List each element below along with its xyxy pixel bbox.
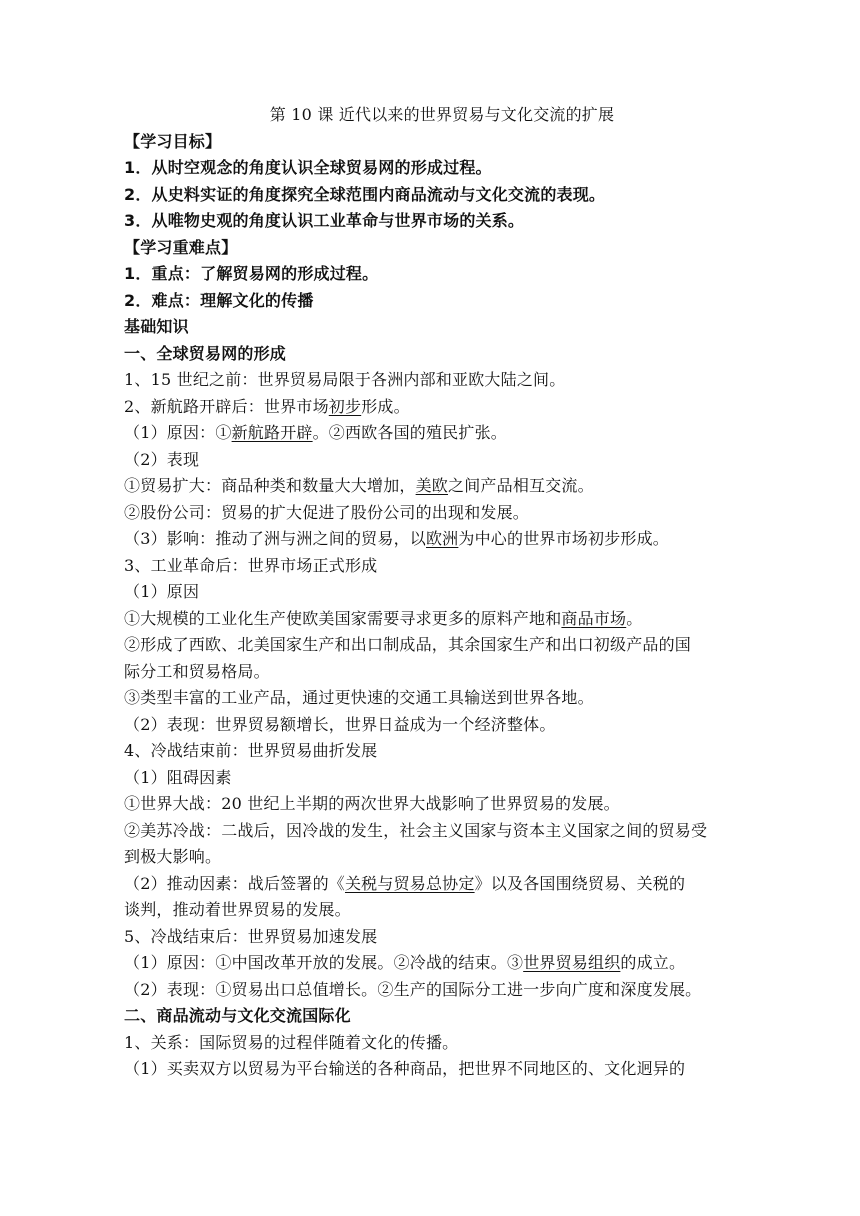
paragraph-line: ①大规模的工业化生产使欧美国家需要寻求更多的原料产地和商品市场。 bbox=[124, 608, 643, 628]
paragraph-line: 4、冷战结束前：世界贸易曲折发展 bbox=[124, 741, 378, 760]
underlined-term: 新航路开辟 bbox=[231, 423, 313, 442]
paragraph-line: （1）阻碍因素 bbox=[124, 767, 232, 787]
paragraph-line: （2）表现：世界贸易额增长，世界日益成为一个经济整体。 bbox=[124, 714, 556, 734]
lesson-title: 第 10 课 近代以来的世界贸易与文化交流的扩展 bbox=[269, 105, 615, 124]
paragraph-line: ②股份公司：贸易的扩大促进了股份公司的出现和发展。 bbox=[124, 502, 530, 522]
paragraph-line: （1）原因：①新航路开辟。②西欧各国的殖民扩张。 bbox=[124, 423, 508, 442]
paragraph-line: 到极大影响。 bbox=[124, 847, 222, 866]
objective-item: 1．从时空观念的角度认识全球贸易网的形成过程。 bbox=[124, 158, 492, 177]
paragraph-line: （2）推动因素：战后签署的《关税与贸易总协定》以及各国围绕贸易、关税的 bbox=[124, 873, 686, 893]
underlined-term: 世界贸易组织 bbox=[523, 953, 621, 972]
paragraph-line: 2、新航路开辟后：世界市场初步形成。 bbox=[124, 396, 410, 416]
keypoint-item: 1．重点：了解贸易网的形成过程。 bbox=[124, 264, 379, 283]
paragraph-line: ①贸易扩大：商品种类和数量大大增加，美欧之间产品相互交流。 bbox=[124, 476, 594, 495]
paragraph-line: 1、15 世纪之前：世界贸易局限于各洲内部和亚欧大陆之间。 bbox=[124, 370, 566, 389]
paragraph-line: 1、关系：国际贸易的过程伴随着文化的传播。 bbox=[124, 1032, 459, 1052]
paragraph-line: （2）表现 bbox=[124, 449, 200, 469]
section-heading: 二、商品流动与文化交流国际化 bbox=[124, 1006, 351, 1025]
paragraph-line: （3）影响：推动了洲与洲之间的贸易，以欧洲为中心的世界市场初步形成。 bbox=[124, 529, 669, 548]
keypoints-heading: 【学习重难点】 bbox=[124, 237, 238, 257]
underlined-term: 商品市场 bbox=[561, 608, 627, 628]
paragraph-line: 际分工和贸易格局。 bbox=[124, 661, 270, 681]
paragraph-line: ②形成了西欧、北美国家生产和出口制成品，其余国家生产和出口初级产品的国 bbox=[124, 635, 692, 654]
paragraph-line: （1）原因：①中国改革开放的发展。②冷战的结束。③世界贸易组织的成立。 bbox=[124, 953, 686, 972]
paragraph-line: 3、工业革命后：世界市场正式形成 bbox=[124, 555, 378, 575]
underlined-term: 欧洲 bbox=[425, 529, 459, 548]
objective-item: 3．从唯物史观的角度认识工业革命与世界市场的关系。 bbox=[124, 211, 525, 230]
paragraph-line: 谈判，推动着世界贸易的发展。 bbox=[124, 900, 351, 919]
paragraph-line: （1）原因 bbox=[124, 582, 200, 601]
basics-heading: 基础知识 bbox=[124, 317, 189, 336]
objectives-heading: 【学习目标】 bbox=[124, 131, 222, 151]
paragraph-line: 5、冷战结束后：世界贸易加速发展 bbox=[124, 926, 378, 946]
paragraph-line: ①世界大战：20 世纪上半期的两次世界大战影响了世界贸易的发展。 bbox=[124, 794, 620, 813]
keypoint-item: 2．难点：理解文化的传播 bbox=[124, 290, 314, 310]
paragraph-line: ③类型丰富的工业产品，通过更快速的交通工具输送到世界各地。 bbox=[124, 688, 594, 707]
objective-item: 2．从史料实证的角度探究全球范围内商品流动与文化交流的表现。 bbox=[124, 184, 606, 204]
section-heading: 一、全球贸易网的形成 bbox=[124, 343, 287, 363]
underlined-term: 关税与贸易总协定 bbox=[344, 873, 475, 893]
paragraph-line: （1）买卖双方以贸易为平台输送的各种商品，把世界不同地区的、文化迥异的 bbox=[124, 1059, 686, 1078]
underlined-term: 初步 bbox=[328, 396, 362, 416]
paragraph-line: （2）表现：①贸易出口总值增长。②生产的国际分工进一步向广度和深度发展。 bbox=[124, 979, 702, 999]
paragraph-line: ②美苏冷战：二战后，因冷战的发生，社会主义国家与资本主义国家之间的贸易受 bbox=[124, 820, 708, 840]
underlined-term: 美欧 bbox=[415, 476, 449, 495]
